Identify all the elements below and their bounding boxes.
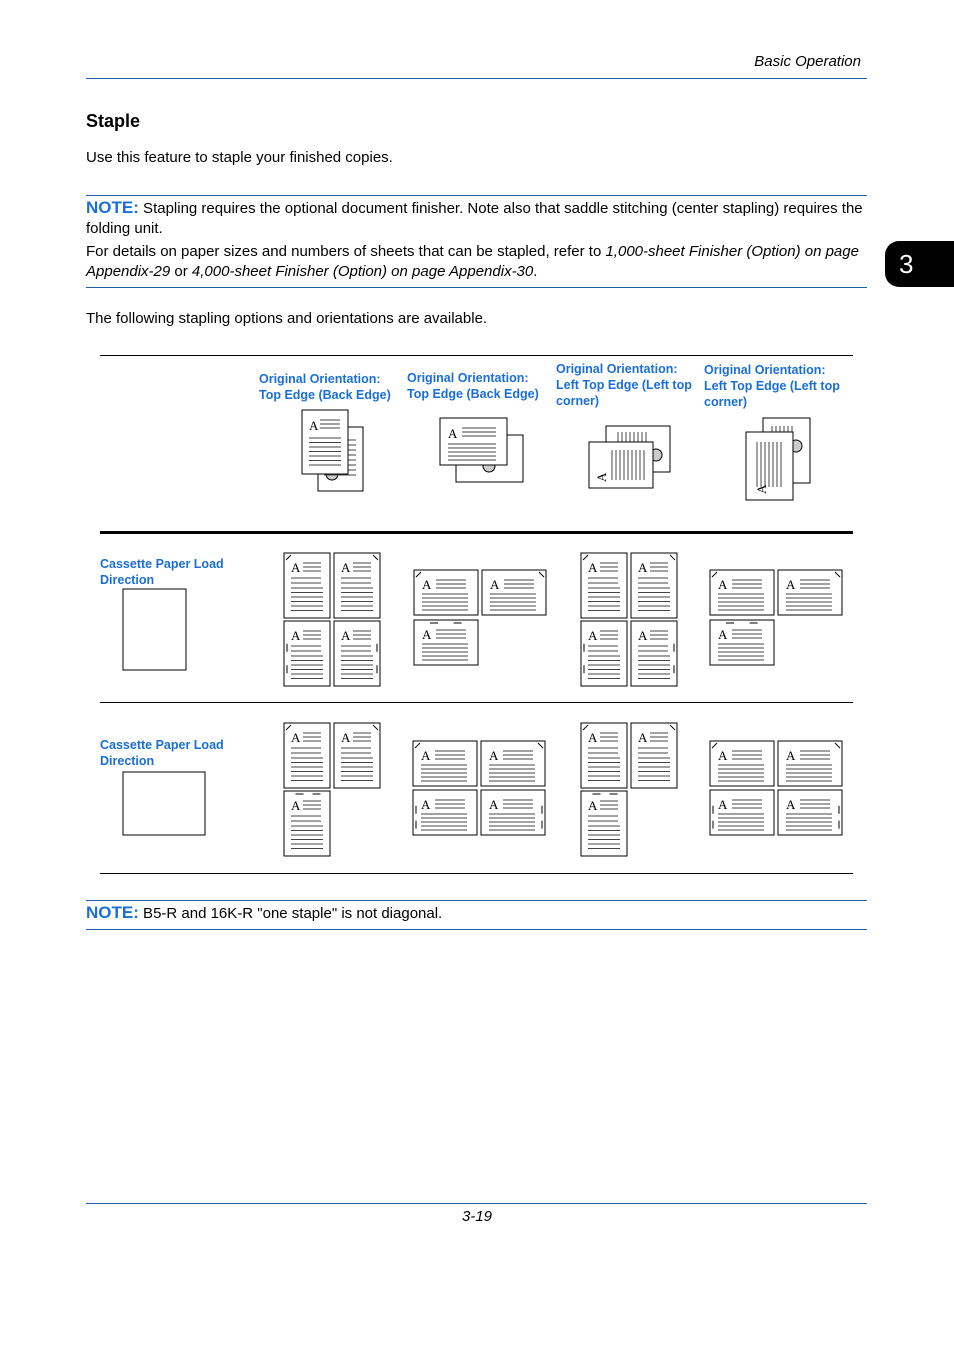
page-glyph: A bbox=[341, 628, 351, 643]
details-mid: or bbox=[170, 263, 192, 280]
ref-4000-sheet-finisher: 4,000-sheet Finisher (Option) on page Appendix-30 bbox=[191, 263, 534, 280]
cassette-landscape-box bbox=[123, 772, 205, 835]
chapter-tab: 3 bbox=[885, 241, 954, 287]
col-header-4: Original Orientation: Left Top Edge (Left top corner) bbox=[704, 363, 840, 409]
options-intro: The following stapling options and orientations are available. bbox=[86, 310, 488, 327]
running-header: Basic Operation bbox=[754, 53, 861, 70]
page-glyph: A bbox=[588, 560, 598, 575]
page-glyph: A bbox=[638, 560, 648, 575]
page-glyph: A bbox=[638, 628, 648, 643]
page-glyph: A bbox=[448, 426, 458, 441]
row-label-1: Cassette Paper Load Direction bbox=[100, 557, 224, 587]
page-glyph: A bbox=[786, 748, 796, 763]
page-glyph: A bbox=[718, 627, 728, 642]
page-glyph: A bbox=[588, 798, 598, 813]
note1-label: NOTE: bbox=[86, 198, 139, 217]
ref-1000-sheet-finisher: 1,000-sheet Finisher (Option) on page Appendix-29 bbox=[86, 243, 859, 280]
page-glyph: A bbox=[291, 730, 301, 745]
page-glyph: A bbox=[291, 628, 301, 643]
page-glyph: A bbox=[422, 627, 432, 642]
page-glyph: A bbox=[489, 748, 499, 763]
intro-text: Use this feature to staple your finished copies. bbox=[86, 149, 393, 166]
page-glyph: A bbox=[341, 730, 351, 745]
page-glyph: A bbox=[754, 484, 769, 494]
page-glyph: A bbox=[594, 472, 609, 482]
col-header-2: Original Orientation: Top Edge (Back Edge) bbox=[407, 371, 539, 401]
page-glyph: A bbox=[786, 577, 796, 592]
footer-rule bbox=[86, 1203, 867, 1204]
section-title: Staple bbox=[86, 111, 141, 131]
details-end: . bbox=[533, 263, 538, 280]
note2 bbox=[86, 903, 442, 924]
page-glyph: A bbox=[718, 748, 728, 763]
row-label-2: Cassette Paper Load Direction bbox=[100, 738, 224, 768]
page-glyph: A bbox=[718, 797, 728, 812]
col-header-3: Original Orientation: Left Top Edge (Left top corner) bbox=[556, 362, 692, 408]
cassette-portrait-box bbox=[123, 589, 186, 670]
page-glyph: A bbox=[786, 797, 796, 812]
page-glyph: A bbox=[422, 577, 432, 592]
page-glyph: A bbox=[588, 628, 598, 643]
col-header-1: Original Orientation: Top Edge (Back Edge) bbox=[259, 372, 391, 402]
page-glyph: A bbox=[309, 418, 319, 433]
page-number: 3-19 bbox=[461, 1208, 493, 1225]
note2-bottom-rule bbox=[86, 929, 867, 930]
page-glyph: A bbox=[490, 577, 500, 592]
page-glyph: A bbox=[291, 560, 301, 575]
page-glyph: A bbox=[341, 560, 351, 575]
page-glyph: A bbox=[421, 748, 431, 763]
page-glyph: A bbox=[291, 798, 301, 813]
details-prefix: For details on paper sizes and numbers of sheets that can be stapled, refer to bbox=[86, 243, 606, 260]
page-glyph: A bbox=[421, 797, 431, 812]
note2-text: B5-R and 16K-R "one staple" is not diagonal. bbox=[138, 905, 443, 922]
page-glyph: A bbox=[638, 730, 648, 745]
page-glyph: A bbox=[489, 797, 499, 812]
page-glyph: A bbox=[718, 577, 728, 592]
note1-text: Stapling requires the optional document finisher. Note also that saddle stitching (center stapling) requires the folding unit. bbox=[86, 200, 863, 237]
note2-top-rule bbox=[86, 900, 867, 901]
page-glyph: A bbox=[588, 730, 598, 745]
note2-label: NOTE: bbox=[86, 903, 139, 922]
